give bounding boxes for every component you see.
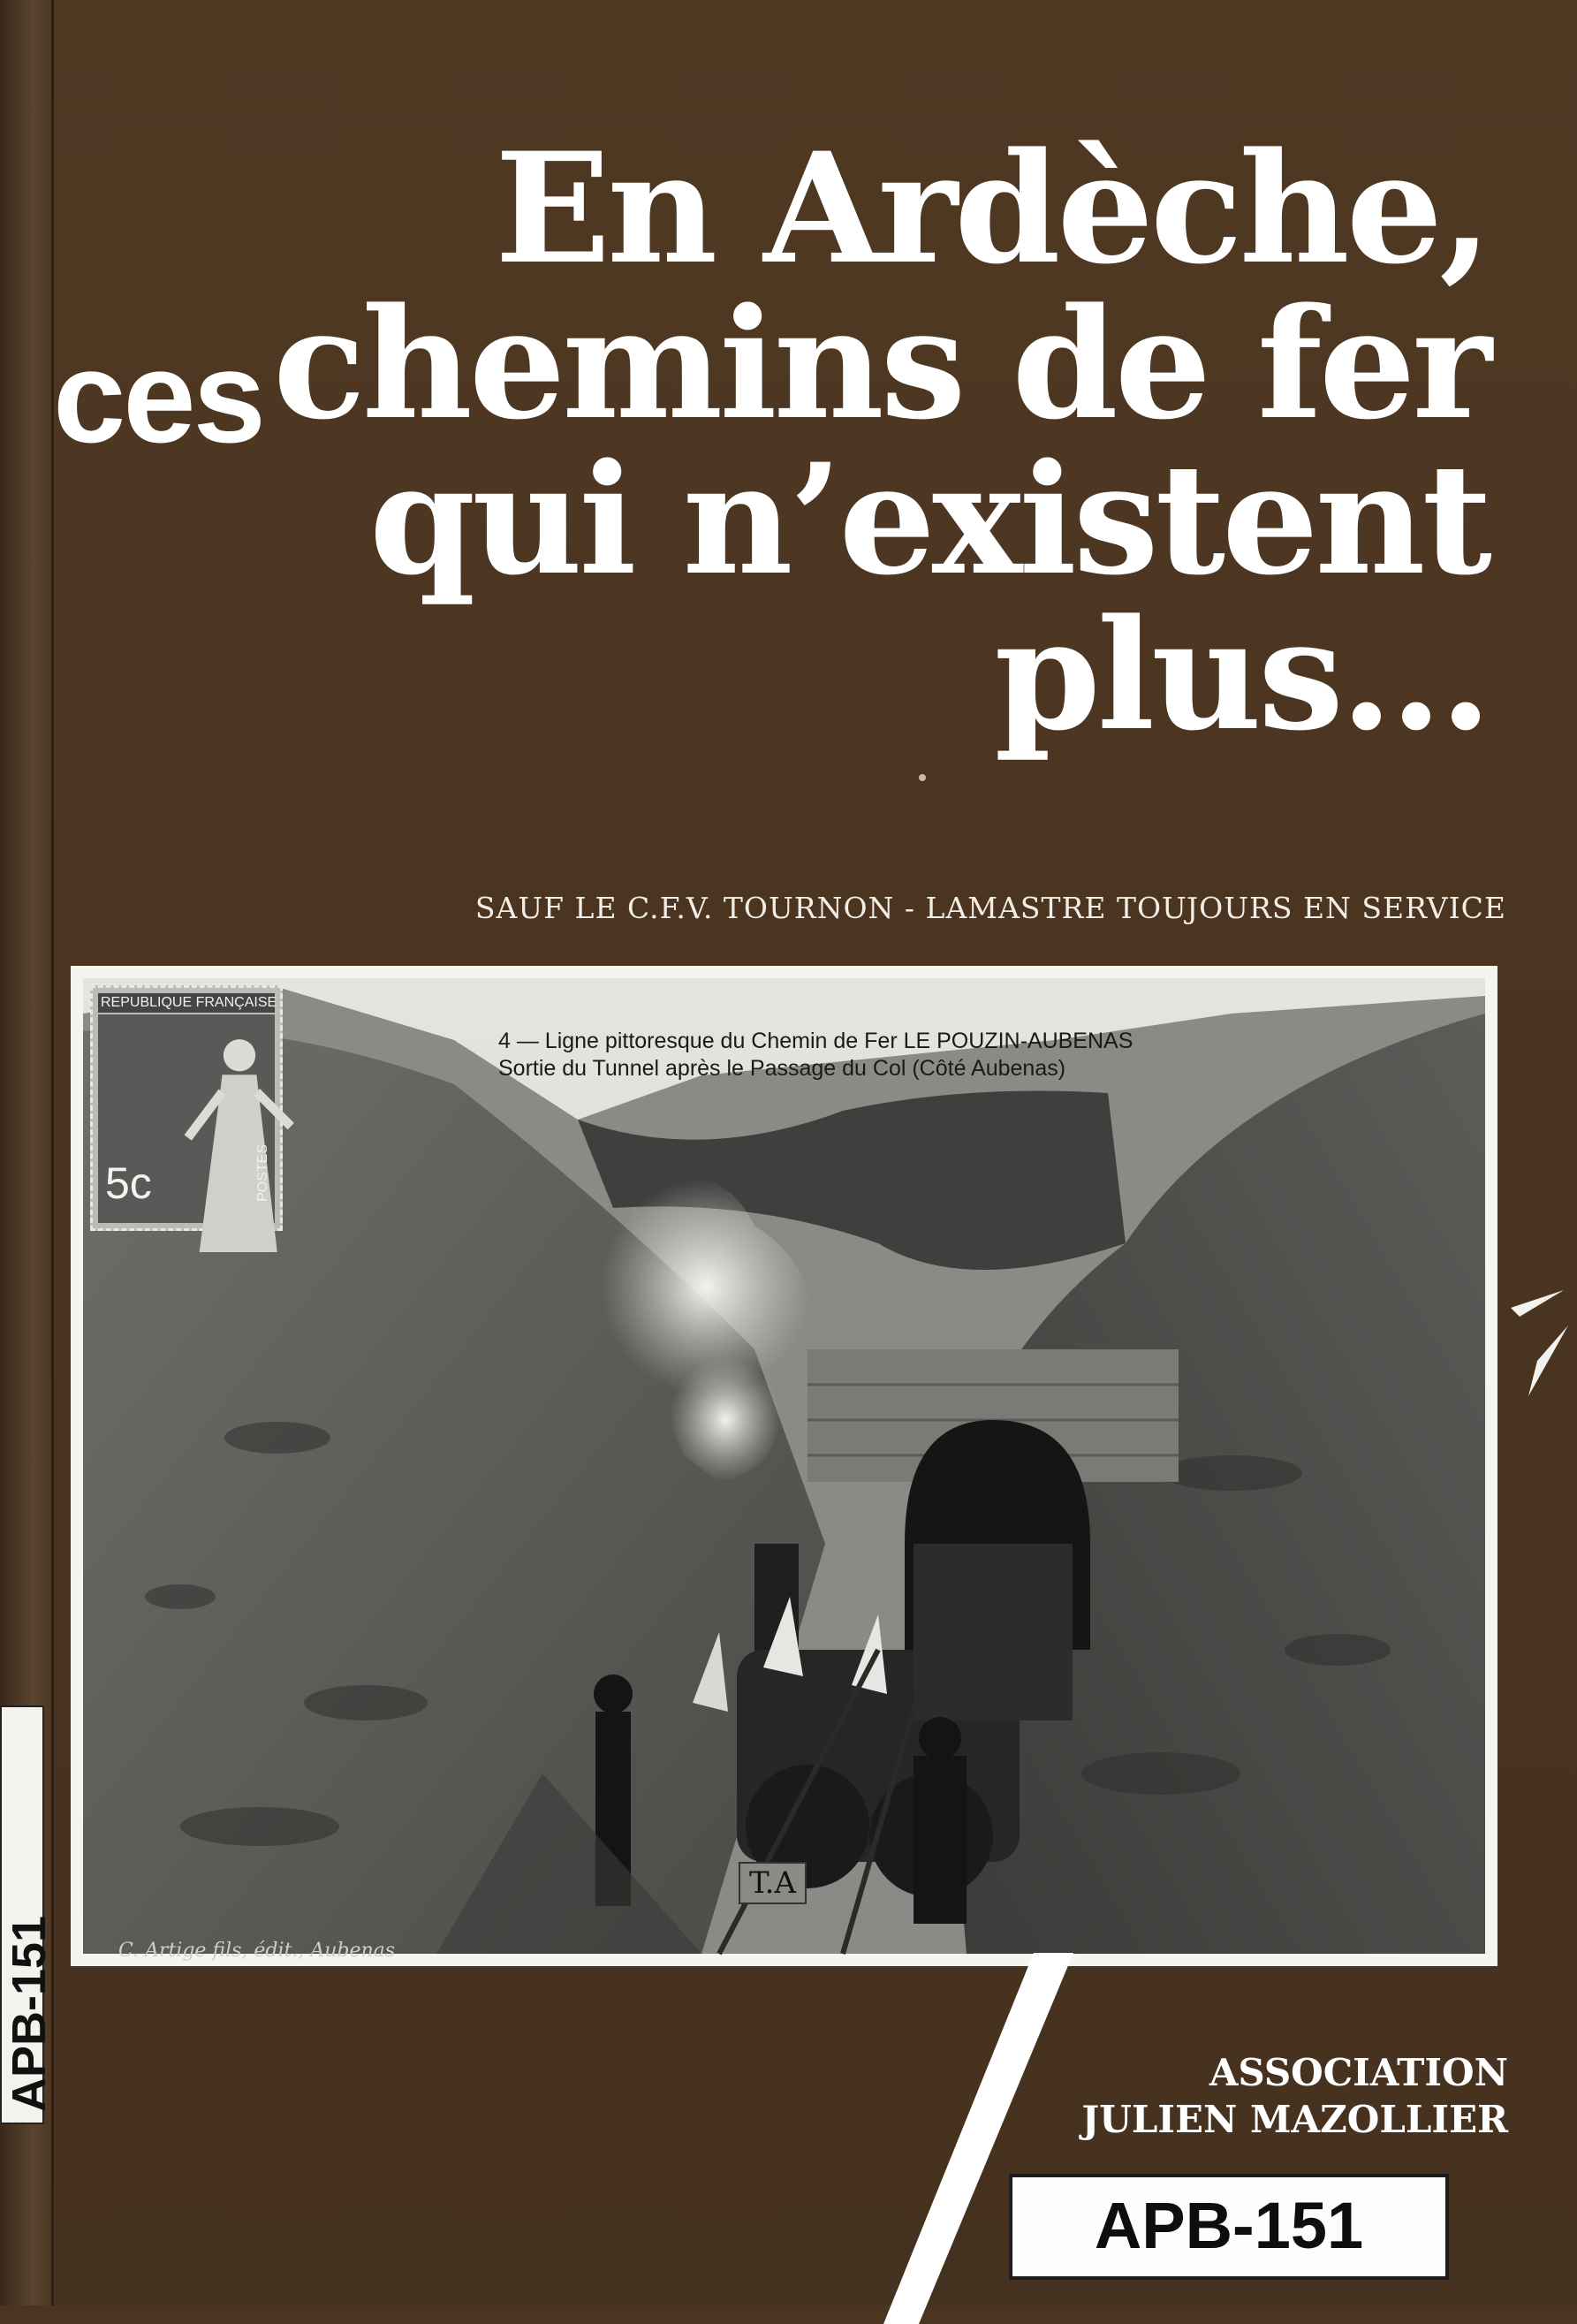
postcard-photo (83, 978, 1485, 1962)
title-line-4: plus… (994, 585, 1489, 764)
publisher-line-1: ASSOCIATION (1209, 2051, 1508, 2094)
publisher-name (1081, 2050, 1508, 2143)
publisher-line-2: JULIEN MAZOLLIER (1081, 2097, 1508, 2141)
postcard-caption (498, 1028, 1470, 1083)
stamp-side-text: POSTES (255, 1144, 270, 1202)
book-title (163, 118, 1489, 769)
cover-tear-mark (1502, 1290, 1573, 1414)
caption-line-1: 4 — Ligne pittoresque du Chemin de Fer LE POUZIN-AUBENAS (498, 1029, 1133, 1053)
postage-stamp (90, 985, 283, 1231)
title-prefix: ces (53, 324, 263, 470)
sower-figure-icon (146, 1023, 333, 1264)
title-line-2: chemins de fer (273, 274, 1489, 453)
title-line-3: qui n’existent (368, 429, 1489, 609)
subtitle: SAUF LE C.F.V. TOURNON - LAMASTRE TOUJOURS EN SERVICE (474, 891, 1506, 925)
speck (919, 774, 926, 781)
postcard-publisher-signature: C. Artige fils, édit., Aubenas (118, 1940, 396, 1962)
library-call-number: APB-151 (1094, 2189, 1364, 2262)
locomotive-plate: T.A (739, 1862, 807, 1904)
title-line-1: En Ardèche, (495, 118, 1489, 298)
postcard-photo-frame (71, 966, 1497, 1966)
library-call-number-label (1009, 2174, 1449, 2280)
stamp-value: 5c (105, 1158, 152, 1208)
stamp-header: REPUBLIQUE FRANÇAISE (98, 993, 275, 1013)
spine-label-text: APB-151 (3, 1915, 56, 2112)
caption-line-2: Sortie du Tunnel après le Passage du Col (Côté Aubenas) (498, 1056, 1066, 1082)
